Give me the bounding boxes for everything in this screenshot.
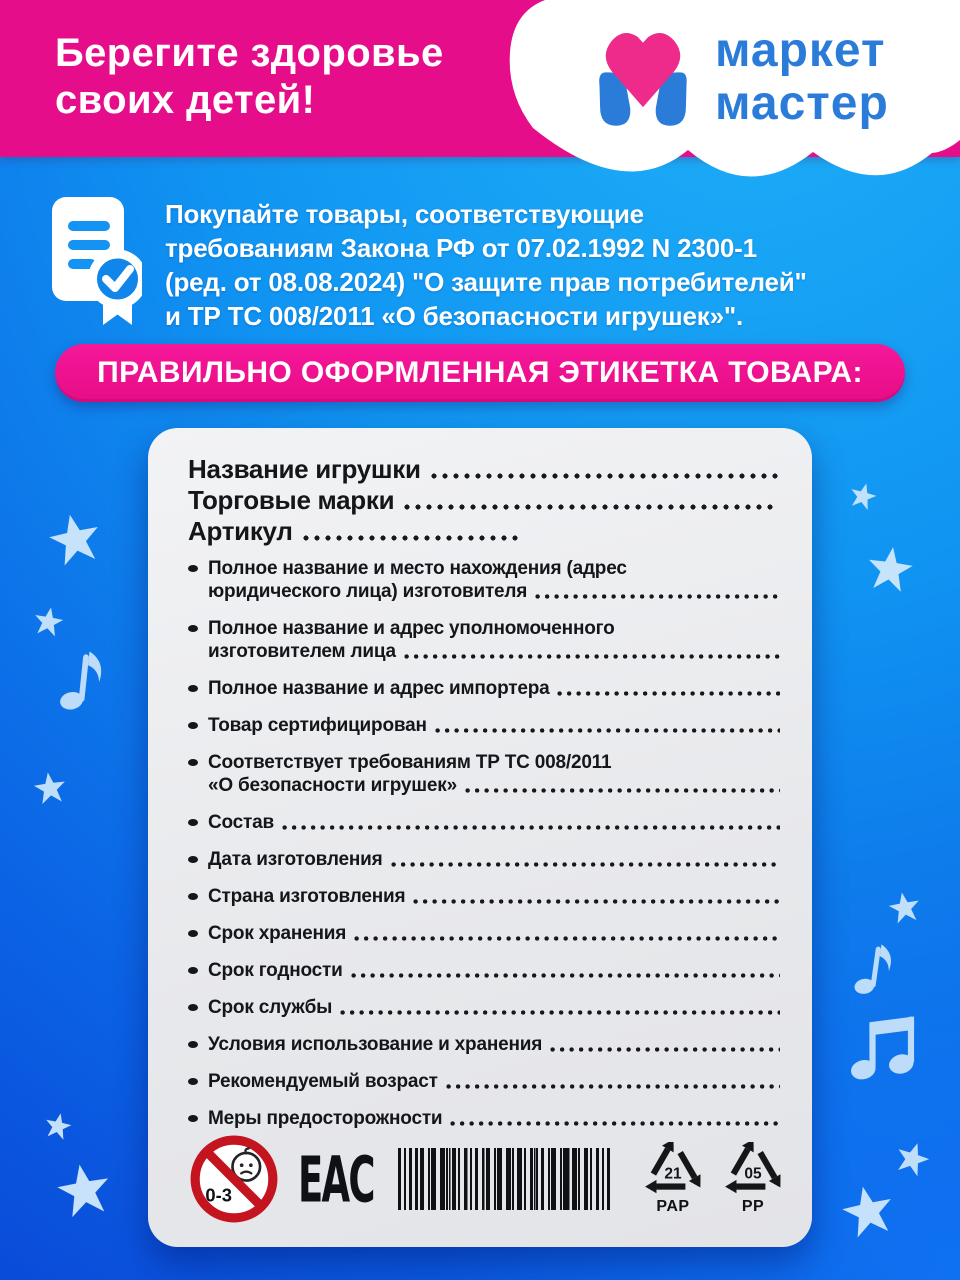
label-item [188,677,782,700]
label-item [188,959,782,982]
double-music-note-icon [849,1006,925,1084]
item-text: Срок хранения [208,923,347,944]
star-icon [52,1158,117,1223]
dotted-leader [465,788,780,793]
dotted-leader [404,654,780,659]
item-text: Полное название и адрес уполномоченного [208,618,615,639]
dotted-leader [550,1047,780,1052]
label-marks-row [188,1131,784,1227]
label-item-line [208,580,782,603]
brand-line1: маркет [715,24,886,77]
certificate-check-icon [46,194,142,328]
bullet-dot-icon [188,1115,198,1122]
bullet-dot-icon [188,1078,198,1085]
dotted-leader [557,691,780,696]
item-text: Соответствует требованиям ТР ТС 008/2011 [208,752,612,773]
label-item-line [208,714,782,737]
brand-logo [585,18,945,148]
label-item-line [208,922,782,945]
dotted-leader [303,535,518,541]
star-icon [41,1109,74,1142]
label-item [188,1107,782,1130]
label-item-line [208,774,782,797]
item-text: Полное название и место нахождения (адрес [208,558,627,579]
dotted-leader [446,1084,780,1089]
star-icon [31,604,67,640]
field-label: Торговые марки [188,485,395,515]
field-label: Название игрушки [188,454,421,484]
intro-line: и ТР ТС 008/2011 «О безопасности игрушек»". [165,301,743,331]
music-note-icon [54,639,111,718]
bullet-dot-icon [188,722,198,729]
star-icon [43,507,107,571]
label-item-line [208,557,782,580]
label-item [188,617,782,663]
bullet-dot-icon [188,625,198,632]
label-item [188,811,782,834]
label-item-line [208,996,782,1019]
label-item-line [208,617,782,640]
banner-title: ПРАВИЛЬНО ОФОРМЛЕННАЯ ЭТИКЕТКА ТОВАРА: [97,356,863,389]
label-item-line [208,1070,782,1093]
heart-m-logo-icon [585,18,701,136]
label-item-line [208,811,782,834]
item-text: Дата изготовления [208,849,383,870]
dotted-leader [431,473,778,479]
dotted-leader [354,936,780,941]
label-item-line [208,751,782,774]
item-text: Полное название и адрес импортера [208,678,550,699]
field-label: Артикул [188,516,293,546]
recycling-05-pp [722,1142,784,1216]
bullet-dot-icon [188,1004,198,1011]
label-items [188,557,782,1130]
item-text: Страна изготовления [208,886,406,907]
recycle-number: 05 [744,1165,762,1183]
headline [55,30,444,124]
label-item [188,922,782,945]
star-icon [846,479,880,513]
label-item [188,557,782,603]
item-text: Срок службы [208,997,333,1018]
label-item [188,751,782,797]
bullet-dot-icon [188,856,198,863]
label-field [188,516,782,547]
label-item [188,848,782,871]
label-field [188,485,782,516]
headline-line1: Берегите здоровье [55,31,444,75]
item-text: Рекомендуемый возраст [208,1071,438,1092]
age-range-label: 0-3 [205,1184,232,1206]
brand-line2: мастер [715,77,889,130]
bullet-dot-icon [188,685,198,692]
label-fields [188,454,782,547]
recycle-code: PAP [656,1198,690,1215]
music-note-icon [849,932,901,1002]
label-item-line [208,848,782,871]
label-item-line [208,885,782,908]
item-text: изготовителем лица [208,641,396,662]
eac-mark [298,1133,384,1225]
dotted-leader [413,899,780,904]
recycle-code: PP [741,1198,765,1215]
bullet-dot-icon [188,893,198,900]
recycling-triangle-icon [722,1142,784,1196]
dotted-leader [351,973,780,978]
label-example-card [148,428,812,1247]
label-item-line [208,1107,782,1130]
headline-line2: своих детей! [55,78,316,122]
dotted-leader [435,728,780,733]
bullet-dot-icon [188,565,198,572]
star-icon [31,769,69,807]
label-item-line [208,677,782,700]
label-item-line [208,959,782,982]
star-icon [863,542,917,596]
item-text: Срок годности [208,960,343,981]
label-item-line [208,1033,782,1056]
recycling-21-pap [642,1142,704,1216]
intro-line: Покупайте товары, соответствующие [165,199,644,229]
item-text: юридического лица) изготовителя [208,581,528,602]
item-text: Товар сертифицирован [208,715,427,736]
brand-name [715,24,889,130]
dotted-leader [404,504,778,510]
bullet-dot-icon [188,759,198,766]
item-text: Меры предосторожности [208,1108,443,1129]
bullet-dot-icon [188,930,198,937]
intro-line: требованиям Закона РФ от 07.02.1992 N 2300-1 [165,233,757,263]
bullet-dot-icon [188,819,198,826]
bullet-dot-icon [188,1041,198,1048]
recycle-number: 21 [664,1165,682,1183]
item-text: «О безопасности игрушек» [208,775,457,796]
label-item-line [208,640,782,663]
item-text: Состав [208,812,274,833]
intro-text [165,197,807,333]
eac-label: EAC [298,1142,374,1216]
item-text: Условия использование и хранения [208,1034,543,1055]
age-0-3-warning-icon [188,1133,280,1225]
recycling-triangle-icon [642,1142,704,1196]
dotted-leader [282,825,780,830]
star-icon [890,1136,934,1180]
label-item [188,885,782,908]
bullet-dot-icon [188,967,198,974]
barcode [398,1148,610,1210]
star-icon [885,888,923,926]
label-item [188,1033,782,1056]
star-icon [836,1179,900,1243]
label-item [188,996,782,1019]
label-item [188,714,782,737]
section-banner [55,344,905,402]
dotted-leader [450,1121,780,1126]
dotted-leader [535,594,780,599]
dotted-leader [391,862,781,867]
label-item [188,1070,782,1093]
label-field [188,454,782,485]
intro-line: (ред. от 08.08.2024) "О защите прав потребителей" [165,267,807,297]
dotted-leader [340,1010,780,1015]
